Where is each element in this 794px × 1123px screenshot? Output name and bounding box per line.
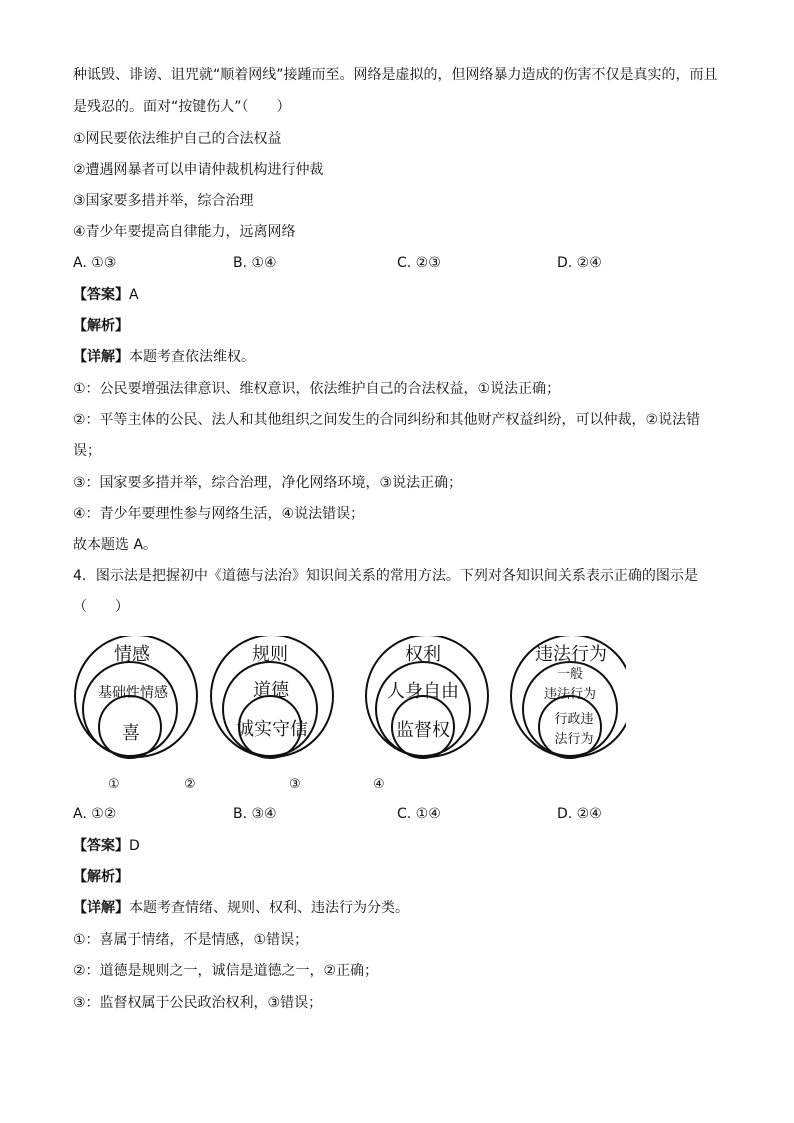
- q4-stem-line-2: （ ）: [73, 599, 129, 615]
- q3-analysis-label: 【解析】: [73, 318, 129, 334]
- q4-diagram-2: [211, 636, 333, 758]
- diagram-4-middle-label-line-2: 违法行为: [543, 687, 597, 702]
- q3-options: [73, 254, 733, 272]
- q3-option-c[interactable]: C. ②③: [397, 255, 441, 271]
- q4-detail-label: 【详解】: [73, 900, 129, 916]
- q4-diagram-3: [366, 636, 488, 758]
- q3-option-b[interactable]: B. ①④: [233, 255, 277, 271]
- q3-explanation-1: ①：公民要增强法律意识、维权意识，依法维护自己的合法权益，①说法正确；: [73, 381, 561, 397]
- diagram-3-middle-circle: [376, 662, 470, 756]
- q3-stem-line-1: 种诋毁、诽谤、诅咒就“顺着网线”接踵而至。网络是虚拟的，但网络暴力造成的伤害不仅是真实的，而且: [73, 67, 718, 83]
- diagram-4-outer-label: 违法行为: [535, 644, 607, 665]
- q4-diagram-number-4: ④: [373, 777, 385, 792]
- diagram-1-outer-label: 情感: [114, 644, 150, 665]
- diagram-3-middle-label: 人身自由: [387, 681, 459, 702]
- q4-diagram-number-3: ③: [289, 777, 301, 792]
- q4-diagram-number-1: ①: [108, 777, 120, 792]
- q4-explanation-2: ②：道德是规则之一，诚信是道德之一，②正确；: [73, 963, 379, 979]
- q3-explanation-2b: 误；: [73, 443, 101, 459]
- diagram-2-middle-label: 道德: [253, 680, 289, 701]
- q4-answer-value: D: [129, 838, 140, 854]
- q3-item-1: ①网民要依法维护自己的合法权益: [73, 131, 282, 147]
- q3-explanation-3: ③：国家要多措并举，综合治理，净化网络环境，③说法正确；: [73, 475, 463, 491]
- q4-detail-text: 本题考查情绪、规则、权利、违法行为分类。: [129, 900, 409, 916]
- q3-detail-label: 【详解】: [73, 349, 129, 365]
- diagram-4-inner-label-line-1: 行政违: [554, 712, 594, 727]
- diagram-1-inner-label: 喜: [122, 723, 140, 744]
- q3-item-2: ②遭遇网暴者可以申请仲裁机构进行仲裁: [73, 162, 324, 178]
- q4-answer-label: 【答案】: [73, 838, 129, 854]
- q4-diagram-numbers: [0, 777, 794, 795]
- q4-answer: [73, 837, 140, 855]
- q4-detail: [73, 899, 409, 917]
- q3-item-3: ③国家要多措并举，综合治理: [73, 193, 254, 209]
- q3-detail-text: 本题考查依法维权。: [129, 349, 255, 365]
- q3-item-4: ④青少年要提高自律能力，远离网络: [73, 224, 296, 240]
- diagram-4-middle-label-line-1: 一般: [556, 667, 584, 682]
- q4-option-b[interactable]: B. ③④: [233, 806, 277, 822]
- q3-stem-line-2: 是残忍的。面对“按键伤人”（ ）: [73, 99, 291, 115]
- diagram-2-middle-circle: [223, 662, 317, 756]
- q3-answer-value: A: [129, 287, 139, 303]
- q4-option-d[interactable]: D. ②④: [557, 806, 602, 822]
- diagram-1-middle-label: 基础性情感: [98, 685, 168, 701]
- diagram-2-inner-label: 诚实守信: [236, 719, 308, 740]
- q3-conclusion: 故本题选 A。: [73, 537, 158, 553]
- q4-explanation-1: ①：喜属于情绪，不是情感，①错误；: [73, 932, 309, 948]
- q4-diagram-4: [511, 636, 626, 758]
- q3-explanation-4: ④：青少年要理性参与网络生活，④说法错误；: [73, 506, 365, 522]
- q4-option-a[interactable]: A. ①②: [73, 806, 117, 822]
- q4-explanation-3: ③：监督权属于公民政治权利，③错误；: [73, 995, 323, 1011]
- q4-options: [73, 805, 733, 823]
- q4-option-c[interactable]: C. ①④: [397, 806, 441, 822]
- q4-diagrams: [66, 636, 626, 766]
- q3-answer: [73, 286, 139, 304]
- q3-answer-label: 【答案】: [73, 287, 129, 303]
- diagram-3-outer-label: 权利: [405, 644, 441, 665]
- q3-option-a[interactable]: A. ①③: [73, 255, 117, 271]
- diagram-4-inner-label-line-2: 法行为: [554, 732, 594, 747]
- q3-explanation-2a: ②：平等主体的公民、法人和其他组织之间发生的合同纠纷和其他财产权益纠纷，可以仲裁，②说法错: [73, 412, 701, 428]
- q4-stem-line-1: 4．图示法是把握初中《道德与法治》知识间关系的常用方法。下列对各知识间关系表示正确的图示是: [73, 568, 698, 584]
- diagram-4-inner-circle: [539, 696, 601, 758]
- diagram-2-outer-label: 规则: [252, 644, 288, 665]
- q3-detail: [73, 348, 255, 366]
- q3-option-d[interactable]: D. ②④: [557, 255, 602, 271]
- q4-diagram-number-2: ②: [184, 777, 196, 792]
- q4-diagram-1: [75, 636, 197, 758]
- q4-analysis-label: 【解析】: [73, 869, 129, 885]
- diagram-3-inner-label: 监督权: [396, 720, 450, 741]
